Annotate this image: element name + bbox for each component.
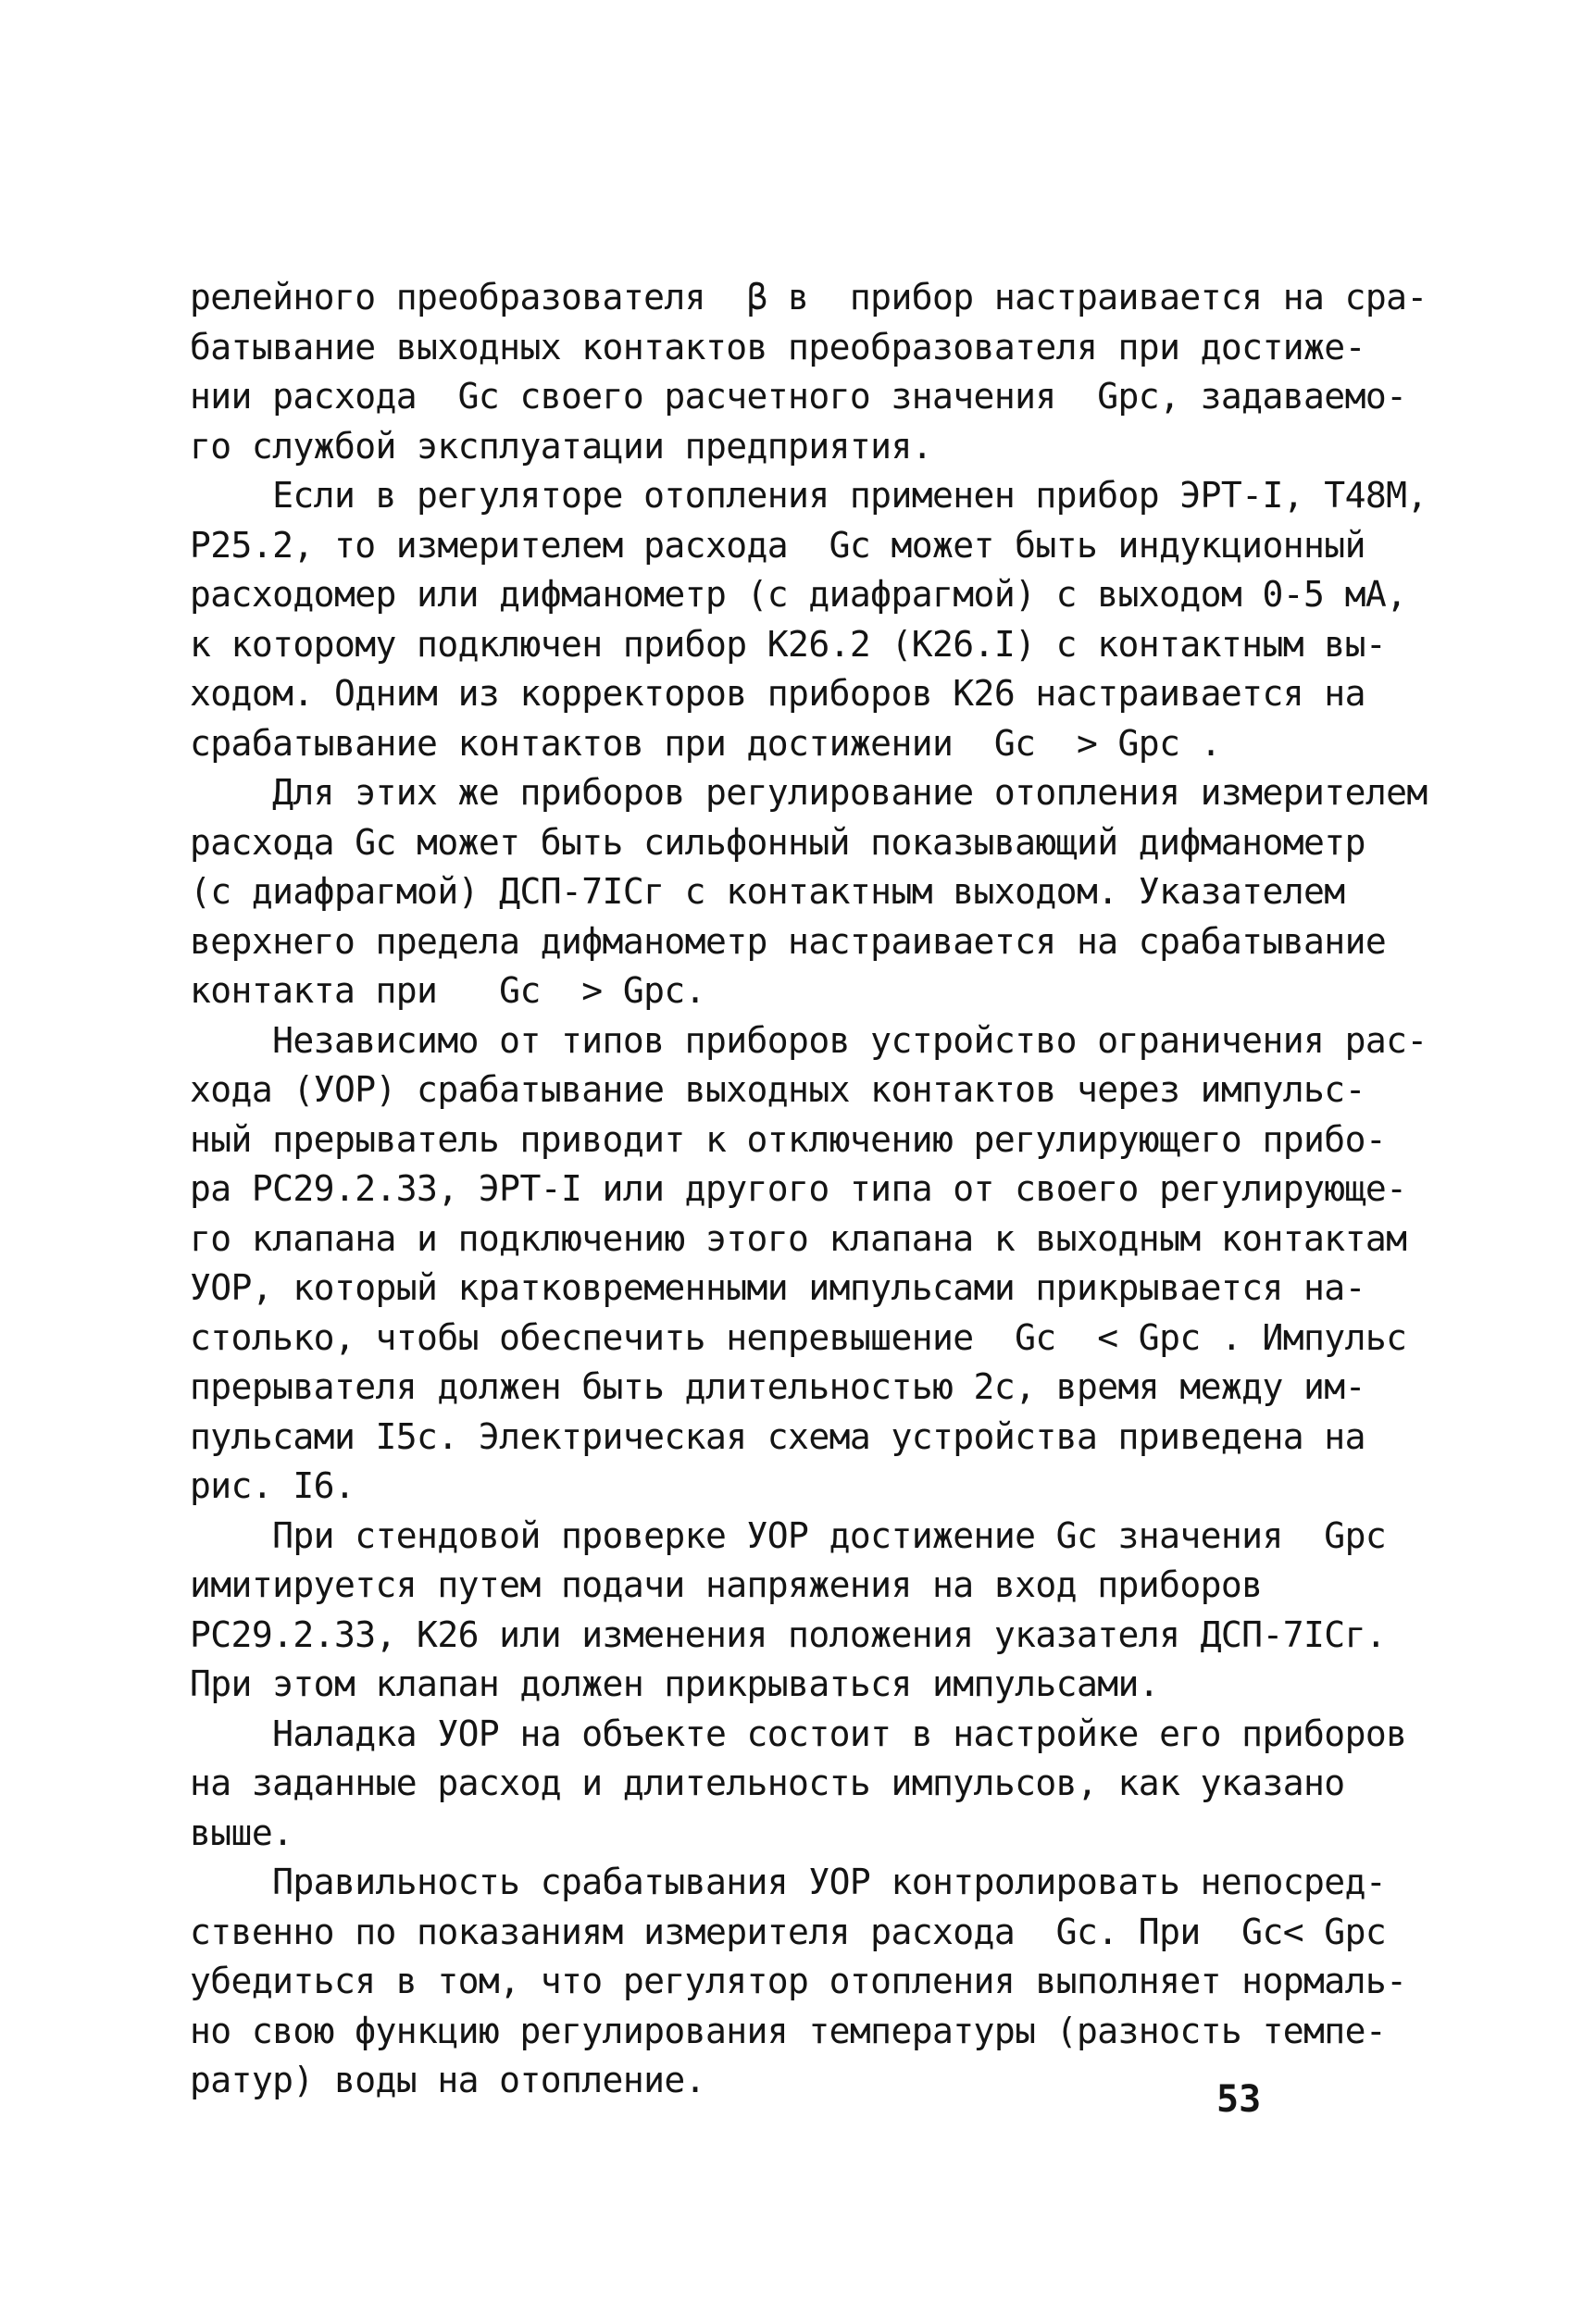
- page-number: 53: [1216, 2078, 1262, 2121]
- paragraph: [190, 768, 1428, 1016]
- text-line: батывание выходных контактов преобразователя при достиже-: [190, 326, 1365, 367]
- text-line: При стендовой проверке УОР достижение Gс значения Gрс: [190, 1514, 1387, 1556]
- text-line: ственно по показаниям измерителя расхода Gс. При Gс< Gрс: [190, 1911, 1387, 1952]
- paragraph: [190, 1858, 1407, 2106]
- text-line: срабатывание контактов при достижении Gс > Gрс .: [190, 722, 1221, 764]
- text-line: Наладка УОР на объекте состоит в настройке его приборов: [190, 1713, 1407, 1754]
- text-line: Независимо от типов приборов устройство ограничения рас-: [190, 1019, 1428, 1061]
- text-line: хода (УОР) срабатывание выходных контактов через импульс-: [190, 1069, 1365, 1110]
- text-line: УОР, который кратковременными импульсами прикрывается на-: [190, 1267, 1365, 1308]
- paragraph: [190, 1512, 1387, 1710]
- body-text: [190, 273, 1428, 2106]
- paragraph: [190, 1016, 1428, 1512]
- text-line: Для этих же приборов регулирование отопления измерителем: [190, 772, 1428, 813]
- text-line: При этом клапан должен прикрываться импульсами.: [190, 1663, 1160, 1704]
- text-line: столько, чтобы обеспечить непревышение Gс < Gрс . Импульс: [190, 1316, 1407, 1358]
- text-line: Правильность срабатывания УОР контролировать непосред-: [190, 1862, 1387, 1902]
- text-line: ходом. Одним из корректоров приборов К26 настраивается на: [190, 673, 1365, 714]
- text-line: го службой эксплуатации предприятия.: [190, 425, 933, 467]
- text-line: ный прерыватель приводит к отключению регулирующего прибо-: [190, 1118, 1387, 1160]
- paragraph: [190, 471, 1428, 768]
- text-line: РС29.2.33, К26 или изменения положения указателя ДСП-7IСг.: [190, 1613, 1387, 1655]
- text-line: расходомер или дифманометр (с диафрагмой) с выходом 0-5 мА,: [190, 574, 1407, 615]
- text-line: прерывателя должен быть длительностью 2с, время между им-: [190, 1366, 1365, 1407]
- text-line: Если в регуляторе отопления применен прибор ЭРТ-I, Т48М,: [190, 475, 1428, 516]
- text-line: релейного преобразователя β в прибор настраивается на сра-: [190, 277, 1428, 318]
- text-line: имитируется путем подачи напряжения на вход приборов: [190, 1564, 1263, 1605]
- text-line: нии расхода Gс своего расчетного значения Gрс, задаваемо-: [190, 376, 1407, 417]
- text-line: (с диафрагмой) ДСП-7IСг с контактным выходом. Указателем: [190, 871, 1345, 912]
- text-line: к которому подключен прибор К26.2 (К26.I) с контактным вы-: [190, 623, 1387, 665]
- text-line: верхнего предела дифманометр настраивается на срабатывание: [190, 920, 1387, 962]
- paragraph: [190, 1710, 1407, 1859]
- text-line: ратур) воды на отопление.: [190, 2060, 705, 2100]
- text-line: выше.: [190, 1812, 293, 1853]
- text-line: на заданные расход и длительность импульсов, как указано: [190, 1763, 1345, 1803]
- text-line: но свою функцию регулирования температуры (разность темпе-: [190, 2010, 1387, 2051]
- text-line: го клапана и подключению этого клапана к выходным контактам: [190, 1217, 1407, 1259]
- text-line: Р25.2, то измерителем расхода Gс может быть индукционный: [190, 524, 1365, 566]
- text-line: расхода Gс может быть сильфонный показывающий дифманометр: [190, 821, 1365, 863]
- paragraph: [190, 273, 1428, 471]
- text-line: контакта при Gс > Gрс.: [190, 970, 705, 1011]
- text-line: ра РС29.2.33, ЭРТ-I или другого типа от своего регулирующе-: [190, 1168, 1407, 1209]
- text-line: пульсами I5с. Электрическая схема устройства приведена на: [190, 1415, 1365, 1457]
- text-line: убедиться в том, что регулятор отопления выполняет нормаль-: [190, 1961, 1407, 2001]
- text-line: рис. I6.: [190, 1465, 355, 1506]
